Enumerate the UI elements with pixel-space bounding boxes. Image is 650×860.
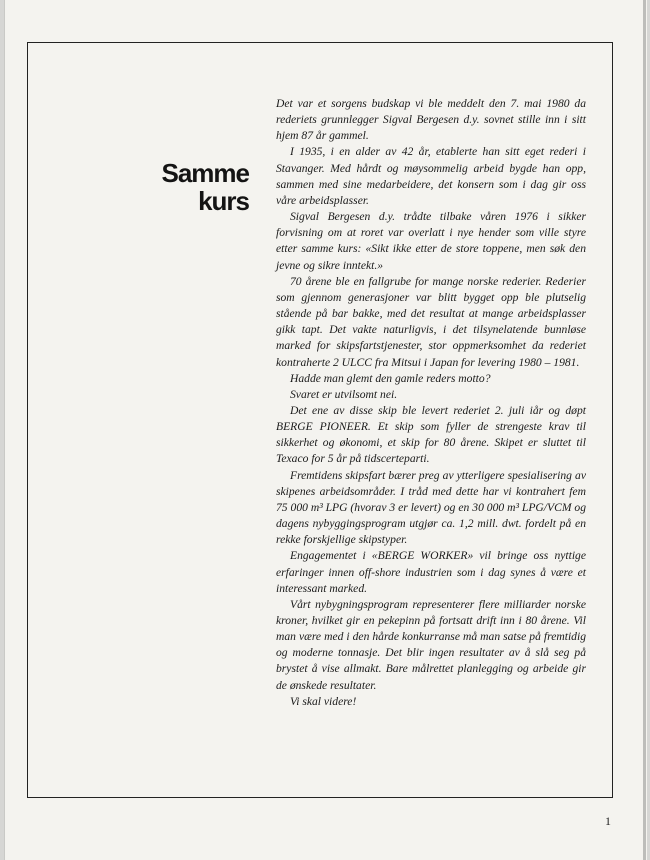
paragraph: Svaret er utvilsomt nei. (290, 387, 398, 401)
paragraph: Hadde man glemt den gamle reders motto? (290, 371, 491, 385)
article-body (276, 96, 586, 710)
heading-line-2: kurs (198, 186, 249, 217)
paragraph: Fremtidens skipsfart bærer preg av ytterligere spesialisering av skipenes arbeidsområder. I tråd med dette har vi kontrahert fem 75 000 m³ LPG (hvorav 3 er levert) og en 30 000 m³ LPG/VCM og dagens nybyggingsprogram utgjør ca. 1,2 mill. dwt. fordelt på en rekke forskjellige skipstyper. (276, 468, 586, 547)
paragraph: Sigval Bergesen d.y. trådte tilbake våren 1976 i sikker forvisning om at roret var overlatt i nye hender som ville styre etter samme kurs: «Sikt ikke etter de store toppene, men søk den jevne og sikre inntekt.» (276, 210, 586, 272)
paragraph: Det ene av disse skip ble levert rederiet 2. juli iår og døpt BERGE PIONEER. Et skip som fyller de strengeste krav til sikkerhet og økonomi, et skip for 80 årene. Skipet er sluttet til Texaco for 5 år på tidscerteparti. (276, 403, 586, 466)
paragraph: Vårt nybygningsprogram representerer flere milliarder norske kroner, hvilket gir en pekepinn på fortsatt drift inn i 80 årene. Vil man være med i den hårde konkurranse må man satse på fremtidig og moderne tonnasje. Det blir ingen resultater av å slå seg på brystet å vise allmakt. Bare målrettet planlegging og arbeide gir de ønskede resultater. (276, 597, 586, 692)
paragraph: Engagementet i «BERGE WORKER» vil bringe oss nyttige erfaringer innen off-shore industrien som i dag synes å være et interessant marked. (276, 549, 586, 595)
page (4, 0, 647, 860)
page-edge-shadow (643, 0, 646, 860)
paragraph: Vi skal videre! (290, 694, 357, 708)
article-heading (133, 159, 249, 215)
paragraph: 70 årene ble en fallgrube for mange norske rederier. Rederier som gjennom generasjoner var blitt bygget opp ble plutselig stående på bar bakke, med det resultat at mange arbeidsplasser gikk tapt. Det vakte naturligvis, i det tilsynelatende bunnløse marked for skipsfartstjenester, stor oppmerksomhet da rederiet kontraherte 2 ULCC fra Mitsui i Japan for levering 1980 – 1981. (276, 274, 586, 369)
heading-line-1: Samme (161, 158, 249, 189)
paragraph: I 1935, i en alder av 42 år, etablerte han sitt eget rederi i Stavanger. Med hårdt og møysommelig arbeid bygde han opp, sammen med sine medarbeidere, det konsern som i dag gir oss våre arbeidsplasser. (276, 145, 586, 207)
paragraph: Det var et sorgens budskap vi ble meddelt den 7. mai 1980 da rederiets grunnlegger Sigval Bergesen d.y. sovnet stille inn i sitt hjem 87 år gammel. (276, 97, 586, 143)
page-number: 1 (605, 814, 611, 828)
